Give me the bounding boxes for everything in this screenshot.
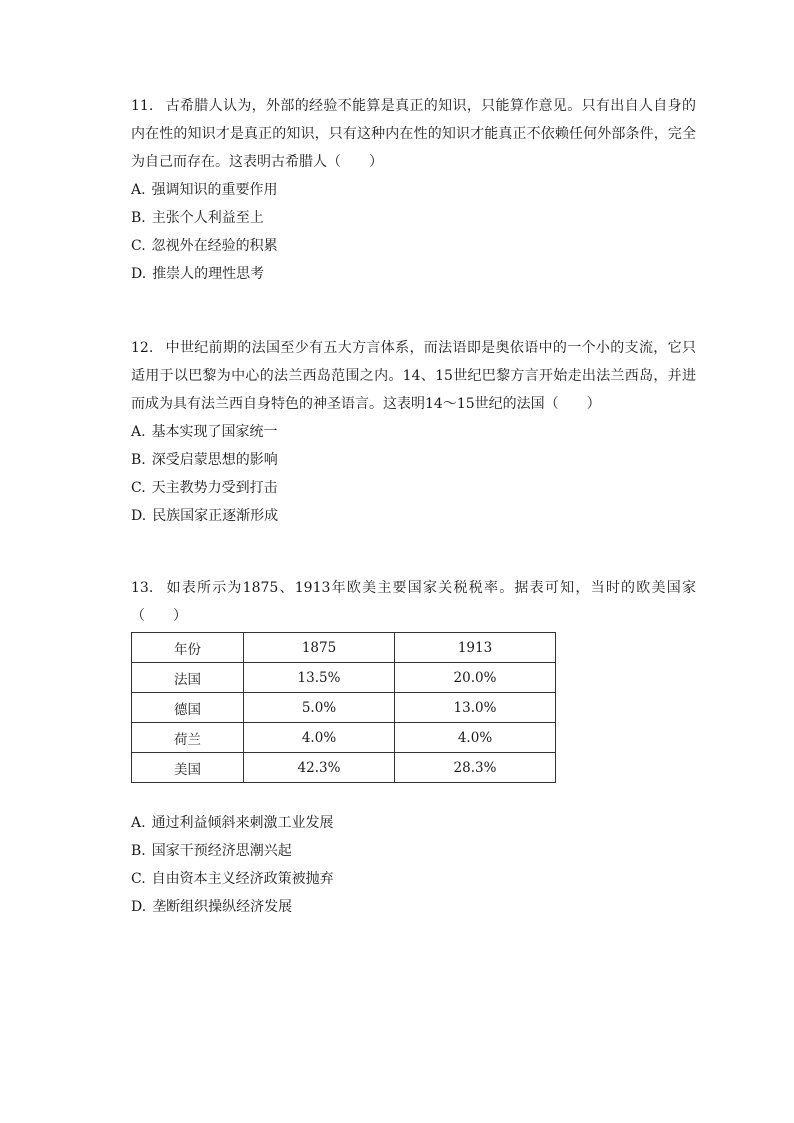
option-text: 推崇人的理性思考 (152, 266, 265, 282)
table-cell: 荷兰 (132, 723, 244, 753)
option-d[interactable] (131, 260, 696, 288)
table-cell: 28.3% (395, 753, 556, 783)
option-list (131, 809, 696, 921)
option-a[interactable] (131, 418, 696, 446)
table-row (132, 663, 556, 693)
question-stem (131, 92, 696, 176)
question-text: 中世纪前期的法国至少有五大方言体系，而法语即是奥依语中的一个小的支流，它只适用于以巴黎为中心的法兰西岛范围之内。14、15世纪巴黎方言开始走出法兰西岛，并进而成为具有法兰西自身特色的神圣语言。这表明14～15世纪的法国（ ） (131, 340, 696, 412)
table-header-cell: 年份 (132, 633, 244, 663)
option-text: 基本实现了国家统一 (151, 424, 278, 440)
question-stem (131, 574, 696, 630)
option-text: 通过利益倾斜来刺激工业发展 (151, 815, 334, 831)
table-cell: 4.0% (395, 723, 556, 753)
option-text: 强调知识的重要作用 (151, 182, 278, 198)
option-letter: B. (131, 843, 146, 859)
option-b[interactable] (131, 204, 696, 232)
table-row (132, 693, 556, 723)
question-text: 古希腊人认为，外部的经验不能算是真正的知识，只能算作意见。只有出自人自身的内在性的知识才是真正的知识，只有这种内在性的知识才能真正不依赖任何外部条件，完全为自己而存在。这表明古希腊人（ ） (131, 98, 696, 170)
option-text: 垄断组织操纵经济发展 (152, 899, 293, 915)
question-number: 11. (131, 98, 154, 114)
question-number: 12. (131, 340, 154, 356)
table-cell: 美国 (132, 753, 244, 783)
option-c[interactable] (131, 865, 696, 893)
option-letter: A. (131, 182, 146, 198)
option-letter: A. (131, 815, 146, 831)
question-11 (131, 92, 696, 288)
question-13 (131, 574, 696, 921)
question-number: 13. (131, 580, 154, 596)
table-cell: 13.5% (244, 663, 395, 693)
table-header-row (132, 633, 556, 663)
table-header-cell: 1875 (244, 633, 395, 663)
option-letter: B. (131, 210, 146, 226)
table-cell: 德国 (132, 693, 244, 723)
table-cell: 5.0% (244, 693, 395, 723)
option-d[interactable] (131, 502, 696, 530)
tariff-table (131, 632, 556, 783)
table-cell: 20.0% (395, 663, 556, 693)
option-c[interactable] (131, 474, 696, 502)
option-letter: C. (131, 480, 146, 496)
option-d[interactable] (131, 893, 696, 921)
option-text: 天主教势力受到打击 (151, 480, 278, 496)
table-row (132, 753, 556, 783)
table-cell: 42.3% (244, 753, 395, 783)
option-text: 主张个人利益至上 (151, 210, 264, 226)
option-b[interactable] (131, 446, 696, 474)
option-text: 国家干预经济思潮兴起 (151, 843, 292, 859)
option-text: 民族国家正逐渐形成 (152, 508, 279, 524)
option-letter: B. (131, 452, 146, 468)
option-c[interactable] (131, 232, 696, 260)
option-a[interactable] (131, 809, 696, 837)
table-cell: 法国 (132, 663, 244, 693)
option-letter: D. (131, 266, 147, 282)
table-cell: 4.0% (244, 723, 395, 753)
table-header-cell: 1913 (395, 633, 556, 663)
option-a[interactable] (131, 176, 696, 204)
question-text: 如表所示为1875、1913年欧美主要国家关税税率。据表可知，当时的欧美国家（ ） (131, 580, 696, 624)
table-row (132, 723, 556, 753)
option-text: 忽视外在经验的积累 (151, 238, 278, 254)
question-stem (131, 334, 696, 418)
option-letter: A. (131, 424, 146, 440)
option-letter: D. (131, 508, 147, 524)
question-12 (131, 334, 696, 530)
option-list (131, 176, 696, 288)
table-cell: 13.0% (395, 693, 556, 723)
option-text: 深受启蒙思想的影响 (151, 452, 278, 468)
option-letter: C. (131, 871, 146, 887)
option-letter: C. (131, 238, 146, 254)
option-text: 自由资本主义经济政策被抛弃 (151, 871, 334, 887)
option-b[interactable] (131, 837, 696, 865)
option-letter: D. (131, 899, 147, 915)
option-list (131, 418, 696, 530)
